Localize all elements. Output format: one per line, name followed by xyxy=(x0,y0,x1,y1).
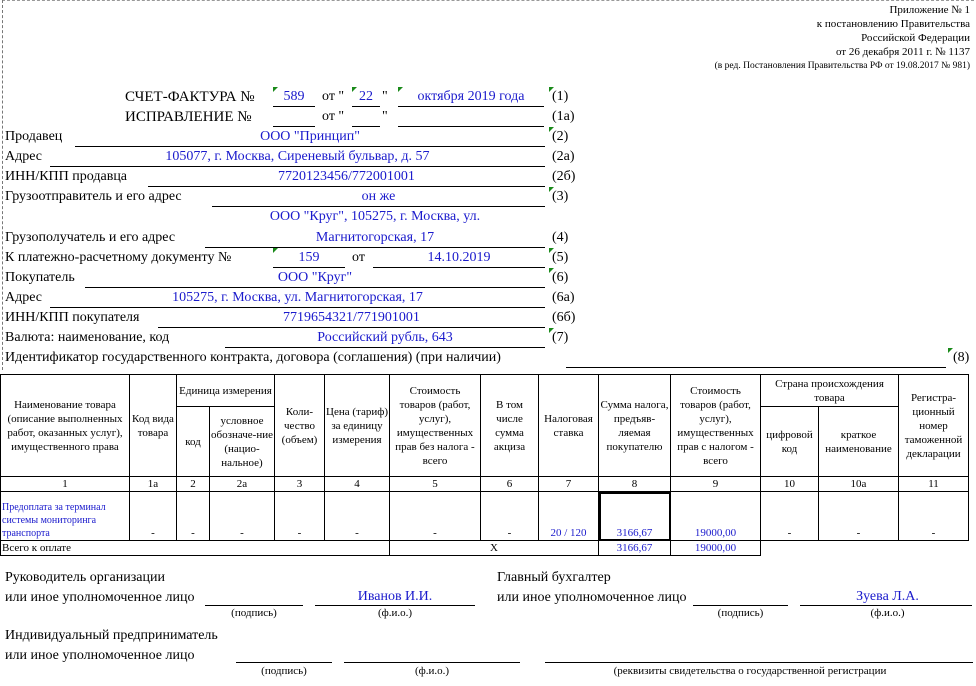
head-fio-caption: (ф.и.о.) xyxy=(377,607,413,619)
invoice-day[interactable]: 22 xyxy=(359,89,373,104)
code-2b: (2б) xyxy=(552,169,576,184)
head-name-line xyxy=(315,605,475,606)
cell-comment-marker xyxy=(398,87,403,92)
header-tax-sum: Сумма налога, предъяв-ляемая покупателю xyxy=(599,375,671,477)
appendix-line-5: (в ред. Постановления Правительства РФ от 19.08.2017 № 981) xyxy=(714,61,970,71)
ip-label-1: Индивидуальный предприниматель xyxy=(5,628,218,643)
code-5: (5) xyxy=(552,250,569,265)
head-label-1: Руководитель организации xyxy=(5,570,165,585)
invoice-quote: " xyxy=(382,89,388,104)
payment-doc-number-line xyxy=(273,267,345,268)
header-unit-name: условное обозначе-ние (нацио-нальное) xyxy=(210,407,275,477)
page-left-border xyxy=(2,0,3,370)
correction-date-line[interactable] xyxy=(398,126,544,127)
total-empty xyxy=(761,541,969,556)
item-tax-sum[interactable]: 3166,67 xyxy=(599,492,671,541)
head-name[interactable]: Иванов И.И. xyxy=(357,589,433,604)
shipper-label: Грузоотправитель и его адрес xyxy=(5,189,182,204)
payment-doc-date[interactable]: 14.10.2019 xyxy=(427,250,491,265)
column-number: 9 xyxy=(671,477,761,492)
cell-comment-marker xyxy=(352,87,357,92)
item-tax-rate[interactable]: 20 / 120 xyxy=(539,492,599,541)
consignee-label: Грузополучатель и его адрес xyxy=(5,230,176,245)
shipper-line xyxy=(212,206,545,207)
seller-inn-value[interactable]: 7720123456/772001001 xyxy=(278,169,415,184)
column-number: 1 xyxy=(1,477,130,492)
code-2: (2) xyxy=(552,129,569,144)
column-number: 8 xyxy=(599,477,671,492)
buyer-line xyxy=(85,287,545,288)
appendix-header xyxy=(715,3,970,73)
buyer-value[interactable]: ООО "Круг" xyxy=(277,270,353,285)
column-number: 5 xyxy=(390,477,481,492)
item-name[interactable]: Предоплата за терминал системы мониторинга транспорта xyxy=(1,492,130,541)
column-number: 11 xyxy=(899,477,969,492)
goods-table xyxy=(0,374,969,556)
total-label: Всего к оплате xyxy=(1,541,390,556)
seller-address-line xyxy=(50,166,545,167)
currency-line xyxy=(225,347,545,348)
consignee-line xyxy=(205,247,545,248)
item-country-code[interactable]: - xyxy=(761,492,819,541)
column-number: 3 xyxy=(275,477,325,492)
header-excise: В том числе сумма акциза xyxy=(481,375,539,477)
ip-label-2: или иное уполномоченное лицо xyxy=(5,648,195,663)
invoice-day-line xyxy=(352,106,380,107)
invoice-month-line xyxy=(398,106,544,107)
appendix-line-4: от 26 декабря 2011 г. № 1137 xyxy=(835,46,970,58)
payment-doc-from: от xyxy=(352,250,365,265)
code-6a: (6а) xyxy=(552,290,575,305)
ip-signature-line[interactable] xyxy=(236,662,332,663)
header-price: Цена (тариф) за единицу измерения xyxy=(325,375,390,477)
header-qty: Коли-чество (объем) xyxy=(275,375,325,477)
head-signature-line[interactable] xyxy=(205,605,303,606)
head-sign-caption: (подпись) xyxy=(231,607,277,619)
item-excise[interactable]: - xyxy=(481,492,539,541)
header-country-code: цифровой код xyxy=(761,407,819,477)
consignee-value[interactable]: Магнитогорская, 17 xyxy=(315,230,435,245)
total-with-tax[interactable]: 19000,00 xyxy=(671,541,761,556)
seller-line xyxy=(75,146,545,147)
currency-value[interactable]: Российский рубль, 643 xyxy=(317,330,453,345)
currency-label: Валюта: наименование, код xyxy=(5,330,170,345)
code-8: (8) xyxy=(953,350,970,365)
column-number: 10 xyxy=(761,477,819,492)
column-number: 1а xyxy=(130,477,177,492)
item-country-name[interactable]: - xyxy=(819,492,899,541)
item-cost[interactable]: - xyxy=(390,492,481,541)
header-tax-rate: Налоговая ставка xyxy=(539,375,599,477)
column-numbers-row xyxy=(1,477,969,492)
buyer-address-line xyxy=(50,307,545,308)
page-top-border xyxy=(2,0,974,1)
correction-quote: " xyxy=(382,109,388,124)
invoice-number-line xyxy=(273,106,315,107)
correction-number-line[interactable] xyxy=(273,126,315,127)
column-number: 2а xyxy=(210,477,275,492)
seller-inn-label: ИНН/КПП продавца xyxy=(5,169,128,184)
column-number: 2 xyxy=(177,477,210,492)
invoice-month-year[interactable]: октября 2019 года xyxy=(417,89,525,104)
total-x: X xyxy=(390,541,599,556)
contract-id-line[interactable] xyxy=(566,367,946,368)
item-kind-code[interactable]: - xyxy=(130,492,177,541)
seller-value[interactable]: ООО "Принцип" xyxy=(260,129,360,144)
seller-inn-line xyxy=(148,186,545,187)
header-unit: Единица измерения xyxy=(177,375,275,407)
accountant-sign-caption: (подпись) xyxy=(717,607,764,619)
appendix-line-2: к постановлению Правительства xyxy=(816,18,970,30)
ip-registration-caption: (реквизиты свидетельства о государственной регистрации xyxy=(613,665,887,677)
seller-address-value[interactable]: 105077, г. Москва, Сиреневый бульвар, д. 57 xyxy=(165,149,430,164)
payment-doc-label: К платежно-расчетному документу № xyxy=(5,250,232,265)
payment-doc-date-line xyxy=(373,267,545,268)
code-6b: (6б) xyxy=(552,310,576,325)
ip-name-line[interactable] xyxy=(344,662,520,663)
correction-from-label: от " xyxy=(322,109,345,124)
item-unit-code[interactable]: - xyxy=(177,492,210,541)
item-total[interactable]: 19000,00 xyxy=(671,492,761,541)
code-1: (1) xyxy=(552,89,569,104)
header-total-with-tax: Стоимость товаров (работ, услуг), имущественных прав с налогом - всего xyxy=(671,375,761,477)
total-tax-sum[interactable]: 3166,67 xyxy=(599,541,671,556)
header-declaration: Регистра-ционный номер таможенной декларации xyxy=(899,375,969,477)
accountant-label-2: или иное уполномоченное лицо xyxy=(497,590,687,605)
header-cost: Стоимость товаров (работ, услуг), имущественных прав без налога - всего xyxy=(390,375,481,477)
seller-address-label: Адрес xyxy=(5,149,43,164)
payment-doc-number[interactable]: 159 xyxy=(298,250,320,265)
item-declaration[interactable]: - xyxy=(899,492,969,541)
code-7: (7) xyxy=(552,330,569,345)
buyer-label: Покупатель xyxy=(5,270,75,285)
accountant-name[interactable]: Зуева Л.А. xyxy=(856,589,919,604)
head-label-2: или иное уполномоченное лицо xyxy=(5,590,195,605)
shipper-value[interactable]: он же xyxy=(361,189,396,204)
contract-id-label: Идентификатор государственного контракта, договора (соглашения) (при наличии) xyxy=(5,350,501,365)
total-row xyxy=(1,541,969,556)
consignee-value-line1[interactable]: ООО "Круг", 105275, г. Москва, ул. xyxy=(269,209,481,224)
invoice-number[interactable]: 589 xyxy=(283,89,305,104)
appendix-line-3: Российской Федерации xyxy=(861,32,970,44)
code-4: (4) xyxy=(552,230,569,245)
invoice-title: СЧЕТ-ФАКТУРА № xyxy=(125,89,255,105)
correction-day-line[interactable] xyxy=(352,126,380,127)
buyer-address-value[interactable]: 105275, г. Москва, ул. Магнитогорская, 17 xyxy=(172,290,423,305)
item-price[interactable]: - xyxy=(325,492,390,541)
code-3: (3) xyxy=(552,189,569,204)
code-1a: (1а) xyxy=(552,109,575,124)
appendix-line-1: Приложение № 1 xyxy=(889,4,970,16)
ip-fio-caption: (ф.и.о.) xyxy=(414,665,450,677)
buyer-address-label: Адрес xyxy=(5,290,43,305)
accountant-fio-caption: (ф.и.о.) xyxy=(870,607,905,619)
header-kind-code: Код вида товара xyxy=(130,375,177,477)
buyer-inn-line xyxy=(158,327,545,328)
ip-sign-caption: (подпись) xyxy=(261,665,307,677)
cell-comment-marker xyxy=(273,248,278,253)
header-country: Страна происхождения товара xyxy=(761,375,899,407)
accountant-signature-line[interactable] xyxy=(693,605,788,606)
table-row xyxy=(1,492,969,541)
header-unit-code: код xyxy=(177,407,210,477)
header-name: Наименование товара (описание выполненных работ, оказанных услуг), имущественного права xyxy=(1,375,130,477)
header-country-name: краткое наименование xyxy=(819,407,899,477)
item-qty[interactable]: - xyxy=(275,492,325,541)
column-number: 10а xyxy=(819,477,899,492)
correction-label: ИСПРАВЛЕНИЕ № xyxy=(125,109,252,125)
column-number: 6 xyxy=(481,477,539,492)
code-2a: (2а) xyxy=(552,149,575,164)
cell-comment-marker xyxy=(273,87,278,92)
seller-label: Продавец xyxy=(5,129,63,144)
accountant-name-line xyxy=(800,605,972,606)
buyer-inn-value[interactable]: 7719654321/771901001 xyxy=(283,310,420,325)
column-number: 7 xyxy=(539,477,599,492)
column-number: 4 xyxy=(325,477,390,492)
code-6: (6) xyxy=(552,270,569,285)
item-unit-name[interactable]: - xyxy=(210,492,275,541)
buyer-inn-label: ИНН/КПП покупателя xyxy=(5,310,140,325)
ip-registration-line[interactable] xyxy=(545,662,973,663)
accountant-label-1: Главный бухгалтер xyxy=(497,570,611,585)
invoice-from-label: от " xyxy=(322,89,345,104)
